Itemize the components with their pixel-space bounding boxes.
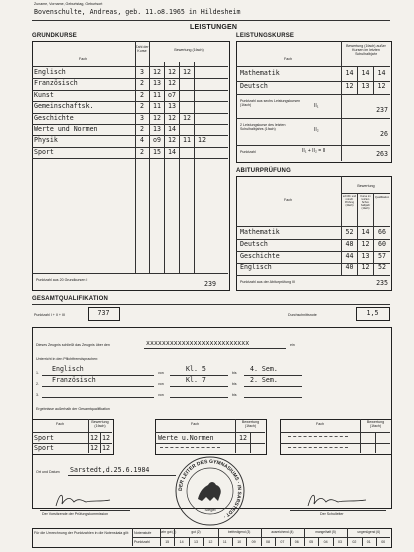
- notenskala-punkt: 02: [352, 540, 357, 544]
- svg-text:DER LEITER DES GYMNASIUMS · IN: DER LEITER DES GYMNASIUMS · IN SARSTEDT ·: [177, 458, 243, 520]
- leistungskurs-bewertung: 14: [377, 69, 386, 77]
- grundkurs-bewertung: 11: [183, 136, 191, 145]
- grundkurs-bewertung: 13: [153, 125, 161, 133]
- grundkurs-zahl: 2: [140, 147, 144, 156]
- grundkurse-title: GRUNDKURSE: [32, 33, 78, 39]
- notenskala-punkt: 04: [323, 540, 328, 544]
- abitur-sub-qualifikation: Qualifikation: [374, 196, 390, 199]
- leistungskurs-bewertung: 14: [345, 69, 354, 77]
- abitur-summe-label: Punktzahl aus der Abiturprüfung III: [240, 280, 296, 284]
- notenskala-punkt: 08: [265, 540, 270, 544]
- notenskala-cell-line: [218, 537, 219, 546]
- notenskala-cell-line: [275, 537, 276, 546]
- sprache-bis-line: [244, 397, 302, 398]
- extra3-col-bew: Bewertung (1fach): [366, 420, 385, 428]
- notenskala-punkt: 05: [309, 540, 314, 544]
- abitur-sub-pruefung: schriftl. und mündl. Prüfung (4fach): [342, 195, 357, 207]
- extra3-col-fach: Fach: [316, 422, 324, 426]
- leistungskurs-fach: Deutsch: [240, 82, 268, 90]
- ort-datum-value: Sarstedt,d.25.6.1984: [70, 466, 150, 474]
- signature-schulleiter: [300, 488, 380, 512]
- sprache-nr: 2.: [36, 382, 39, 386]
- official-seal-stamp: [174, 455, 246, 527]
- grundkurs-bewertung: 13: [168, 102, 176, 111]
- grundkurs-row-line: [32, 158, 228, 159]
- notenskala-cell-line: [189, 537, 190, 546]
- notenskala-punkt: 09: [251, 540, 256, 544]
- notenskala-punkt: 15: [165, 540, 170, 544]
- notenskala-stufe-line: [218, 528, 219, 537]
- sprache-bis: 4. Sem.: [250, 365, 278, 373]
- extra-bewertung: 12: [102, 444, 110, 452]
- sprache-von-label: von: [158, 371, 164, 375]
- notenskala-row: Punktzahl: [134, 540, 150, 544]
- sprache-bis-label: bis: [232, 393, 237, 397]
- grundkurs-bewertung: 12: [153, 113, 161, 122]
- lk-col-bewertung: Bewertung (1fach) außer Kursen im letzten Schulhalbjahr: [346, 44, 386, 56]
- lk-punkt1-roman: II₁: [314, 103, 319, 109]
- name-field-label: Zuname, Vorname, Geburtstag, Geburtsort: [34, 2, 103, 6]
- zeugnis-line1-value: xxxxxxxxxxxxxxxxxxxxxxxxxx: [146, 339, 250, 347]
- grundkurs-bewertung: 12: [198, 136, 206, 145]
- grundkurs-row-line: [32, 147, 228, 148]
- grundkurs-bewertung: 13: [153, 79, 161, 88]
- zeugnis-line1-pre: Dieses Zeugnis schließt das Zeugnis über den: [36, 343, 110, 347]
- extra-fach: Sport: [34, 434, 54, 442]
- leistungskurs-bewertung: 14: [361, 69, 370, 77]
- lk-punkt2-label: 2 Leistungskurse des letzten Schulhalbjahrs (1fach): [240, 123, 286, 131]
- grundkurs-bewertung: 11: [153, 102, 161, 111]
- lk-punkt2-roman: II₂: [314, 127, 319, 133]
- sig2-label: Der Schulleiter: [320, 512, 344, 516]
- grundkurs-zahl: 4: [140, 136, 144, 145]
- grundkurs-bewertung: 15: [153, 147, 161, 156]
- notenskala-punkt: 11: [222, 540, 227, 544]
- notenskala-punkt: 06: [294, 540, 299, 544]
- abitur-col-fach: Fach: [284, 198, 292, 202]
- abitur-kurs-wert: 14: [361, 228, 370, 236]
- grundkurs-zahl: 2: [140, 102, 144, 111]
- sprache-von-line: [170, 386, 228, 387]
- gesamt-durchschnitt-value: 1,5: [366, 309, 379, 317]
- grundkurs-fach: Kunst: [34, 90, 54, 99]
- abitur-summe-value: 235: [376, 279, 388, 287]
- notenskala-punkt: 00: [381, 540, 386, 544]
- lk-col-fach: Fach: [284, 57, 292, 61]
- notenskala-punkt: 12: [208, 540, 213, 544]
- notenskala-cell-line: [160, 537, 161, 546]
- notenskala-cell-line: [333, 537, 334, 546]
- notenskala-stufe-line: [160, 528, 161, 537]
- notenskala-punkt: 14: [179, 540, 184, 544]
- sprache-bis-label: bis: [232, 371, 237, 375]
- notenskala-stufe: gut (2): [191, 530, 201, 534]
- grundkurs-bewertung: o7: [168, 90, 176, 99]
- notenskala-cell-line: [304, 537, 305, 546]
- notenskala-stufe-line: [304, 528, 305, 537]
- leistungskurse-title: LEISTUNGSKURSE: [236, 33, 295, 39]
- abitur-fach: Deutsch: [240, 239, 268, 248]
- abitur-qualifikation-wert: 57: [378, 251, 386, 260]
- sig1-label: Der Vorsitzende der Prüfungskommission: [42, 512, 109, 516]
- notenskala-cell-line: [174, 537, 175, 546]
- leistungskurs-bewertung: 12: [377, 82, 386, 90]
- sprache-line: [42, 397, 154, 398]
- extra2-col-fach: Fach: [191, 422, 199, 426]
- lk-punkt3-value: 263: [376, 150, 388, 158]
- abitur-sub-kurse: Kurse im letzten Schul-halbjahr (1fach): [360, 195, 371, 210]
- notenskala-cell-line: [290, 537, 291, 546]
- extra-fach: Werte u.Normen: [158, 434, 214, 442]
- sprache-bis-label: bis: [232, 382, 237, 386]
- notenskala-stufe-line: [261, 528, 262, 537]
- signature-vorsitzender: [50, 488, 130, 512]
- lk-punkt1-label: Punktzahl aus sechs Leistungskursen (1fach): [240, 99, 301, 107]
- sprache-bis: 2. Sem.: [250, 376, 278, 384]
- abitur-fach: Englisch: [240, 263, 272, 272]
- notenskala-head: Notenstufe: [134, 531, 152, 535]
- sprache-von: Kl. 7: [186, 376, 206, 384]
- grundkurs-fach: Französisch: [34, 79, 78, 88]
- svg-text:Siegel: Siegel: [204, 507, 216, 512]
- extra1-col-bew: Bewertung (1fach): [91, 420, 109, 428]
- grundkurs-bewertung: 12: [168, 136, 176, 145]
- abitur-title: ABITURPRÜFUNG: [236, 168, 291, 174]
- notenskala-cell-line: [246, 537, 247, 546]
- notenskala-punkt: 03: [337, 540, 342, 544]
- gesamt-punkt-value: 737: [97, 309, 110, 317]
- notenskala-cell-line: [376, 537, 377, 546]
- notenskala-cell-line: [261, 537, 262, 546]
- lk-punkt2-value: 26: [380, 130, 388, 138]
- extra-bewertung: 12: [90, 444, 98, 452]
- notenskala-stufe-line: [347, 528, 348, 537]
- notenskala-stufe: ungenügend (6): [357, 530, 381, 534]
- abitur-qualifikation-wert: 66: [378, 228, 386, 236]
- notenskala-cell-line: [347, 537, 348, 546]
- lk-punkt3-formula: II₁ + II₂ = II: [302, 148, 326, 154]
- abitur-kurs-wert: 12: [361, 263, 370, 272]
- abitur-qualifikation-wert: 60: [378, 239, 386, 248]
- grundkurse-summe-value: 239: [204, 280, 216, 288]
- sprache-bis-line: [244, 386, 302, 387]
- abitur-fach: Geschichte: [240, 251, 280, 260]
- grundkurs-bewertung: 12: [153, 68, 161, 76]
- sprache-name: Englisch: [52, 365, 84, 373]
- grundkurs-fach: Werte und Normen: [34, 125, 98, 133]
- grundkurs-row-line: [32, 90, 228, 91]
- grundkurs-bewertung: 14: [168, 147, 176, 156]
- leistungskurs-bewertung: 13: [361, 82, 370, 90]
- notenskala-punkt: 13: [193, 540, 198, 544]
- notenskala-punkt: 07: [280, 540, 285, 544]
- ort-datum-label: Ort und Datum: [36, 470, 60, 474]
- leistungskurs-fach: Mathematik: [240, 69, 280, 77]
- notenskala-punkt: 10: [237, 540, 242, 544]
- extra2-col-bew: Bewertung (1fach): [241, 420, 260, 428]
- gesamt-title: GESAMTQUALIFIKATION: [32, 296, 109, 302]
- extra1-col-fach: Fach: [56, 422, 64, 426]
- grundkurs-bewertung: 11: [153, 90, 161, 99]
- abitur-col-bewertung: Bewertung: [357, 184, 375, 188]
- grundkurse-col-fach: Fach: [79, 57, 87, 61]
- grundkurs-zahl: 2: [140, 90, 144, 99]
- abitur-kurs-wert: 12: [361, 239, 370, 248]
- abitur-pruefung-wert: 40: [345, 263, 354, 272]
- grundkurse-col-bewertung: Bewertung (1fach): [174, 48, 204, 52]
- grundkurs-zahl: 3: [140, 113, 144, 122]
- grundkurse-col-zahl: Zahl der Kurse: [135, 45, 149, 53]
- page-title: LEISTUNGEN: [190, 24, 238, 31]
- grundkurs-bewertung: 14: [168, 125, 176, 133]
- grundkurs-bewertung: 12: [183, 68, 191, 76]
- notenskala-stufe-line: [174, 528, 175, 537]
- sprache-nr: 3.: [36, 393, 39, 397]
- notenskala-label: Für die Umrechnung der Punktzahlen in die Notenskala gilt:: [34, 531, 129, 535]
- extra-bewertung: 12: [90, 434, 98, 442]
- notenskala-stufe: sehr gut (1): [160, 530, 177, 534]
- name-field-value: Bovenschulte, Andreas, geb. 11.o8.1965 in Hildesheim: [34, 8, 241, 16]
- extra-bewertung: 12: [239, 434, 247, 442]
- gesamt-punkt-label: Punktzahl I + II + III: [34, 313, 65, 317]
- lk-punkt3-label: Punktzahl: [240, 150, 256, 154]
- lk-punkt1-value: 237: [376, 106, 388, 114]
- grundkurs-fach: Sport: [34, 147, 54, 156]
- leistungskurs-bewertung: 12: [345, 82, 354, 90]
- gesamt-durchschnitt-label: Durchschnittsnote: [288, 313, 317, 317]
- zeugnis-line1-post: ein: [290, 343, 295, 347]
- sprache-von-label: von: [158, 382, 164, 386]
- notenskala-punkt: 01: [366, 540, 371, 544]
- sprache-line: [42, 386, 154, 387]
- abitur-pruefung-wert: 48: [345, 239, 354, 248]
- abitur-pruefung-wert: 52: [345, 228, 354, 236]
- sprache-name: Französisch: [52, 376, 96, 384]
- abitur-qualifikation-wert: 52: [378, 263, 386, 272]
- grundkurs-fach: Gemeinschaftsk.: [34, 102, 94, 111]
- sprache-von-line: [170, 397, 228, 398]
- grundkurs-bewertung: 12: [168, 68, 176, 76]
- notenskala-cell-line: [203, 537, 204, 546]
- notenskala-stufe: mangelhaft (5): [315, 530, 336, 534]
- sprache-von-label: von: [158, 393, 164, 397]
- grundkurs-zahl: 3: [140, 68, 144, 76]
- notenskala-cell-line: [232, 537, 233, 546]
- grundkurs-bewertung: 12: [183, 113, 191, 122]
- grundkurs-zahl: 2: [140, 79, 144, 88]
- notenskala-cell-line: [362, 537, 363, 546]
- grundkurs-fach: Geschichte: [34, 113, 74, 122]
- grundkurs-bewertung: 12: [168, 113, 176, 122]
- grundkurs-fach: Physik: [34, 136, 58, 145]
- grundkurs-zahl: 2: [140, 125, 144, 133]
- abitur-fach: Mathematik: [240, 228, 280, 236]
- grundkurs-fach: Englisch: [34, 68, 66, 76]
- notenskala-stufe: befriedigend (3): [228, 530, 251, 534]
- grundkurs-bewertung: 12: [168, 79, 176, 88]
- notenskala-stufe: ausreichend (4): [271, 530, 294, 534]
- extra-fach: Sport: [34, 444, 54, 452]
- abitur-kurs-wert: 13: [361, 251, 370, 260]
- grundkurse-summe-label: Punktzahl aus 20 Grundkursen I: [36, 278, 88, 282]
- sprache-nr: 1.: [36, 371, 39, 375]
- notenskala-cell-line: [318, 537, 319, 546]
- ergebnisse-label: Ergebnisse außerhalb der Gesamtqualifikation: [36, 407, 110, 411]
- unterricht-label: Unterricht in den Pflichtfremdsprachen:: [36, 357, 99, 361]
- abitur-pruefung-wert: 44: [345, 251, 354, 260]
- extra-bewertung: 12: [102, 434, 110, 442]
- grundkurs-bewertung: o9: [153, 136, 161, 145]
- sprache-von: Kl. 5: [186, 365, 206, 373]
